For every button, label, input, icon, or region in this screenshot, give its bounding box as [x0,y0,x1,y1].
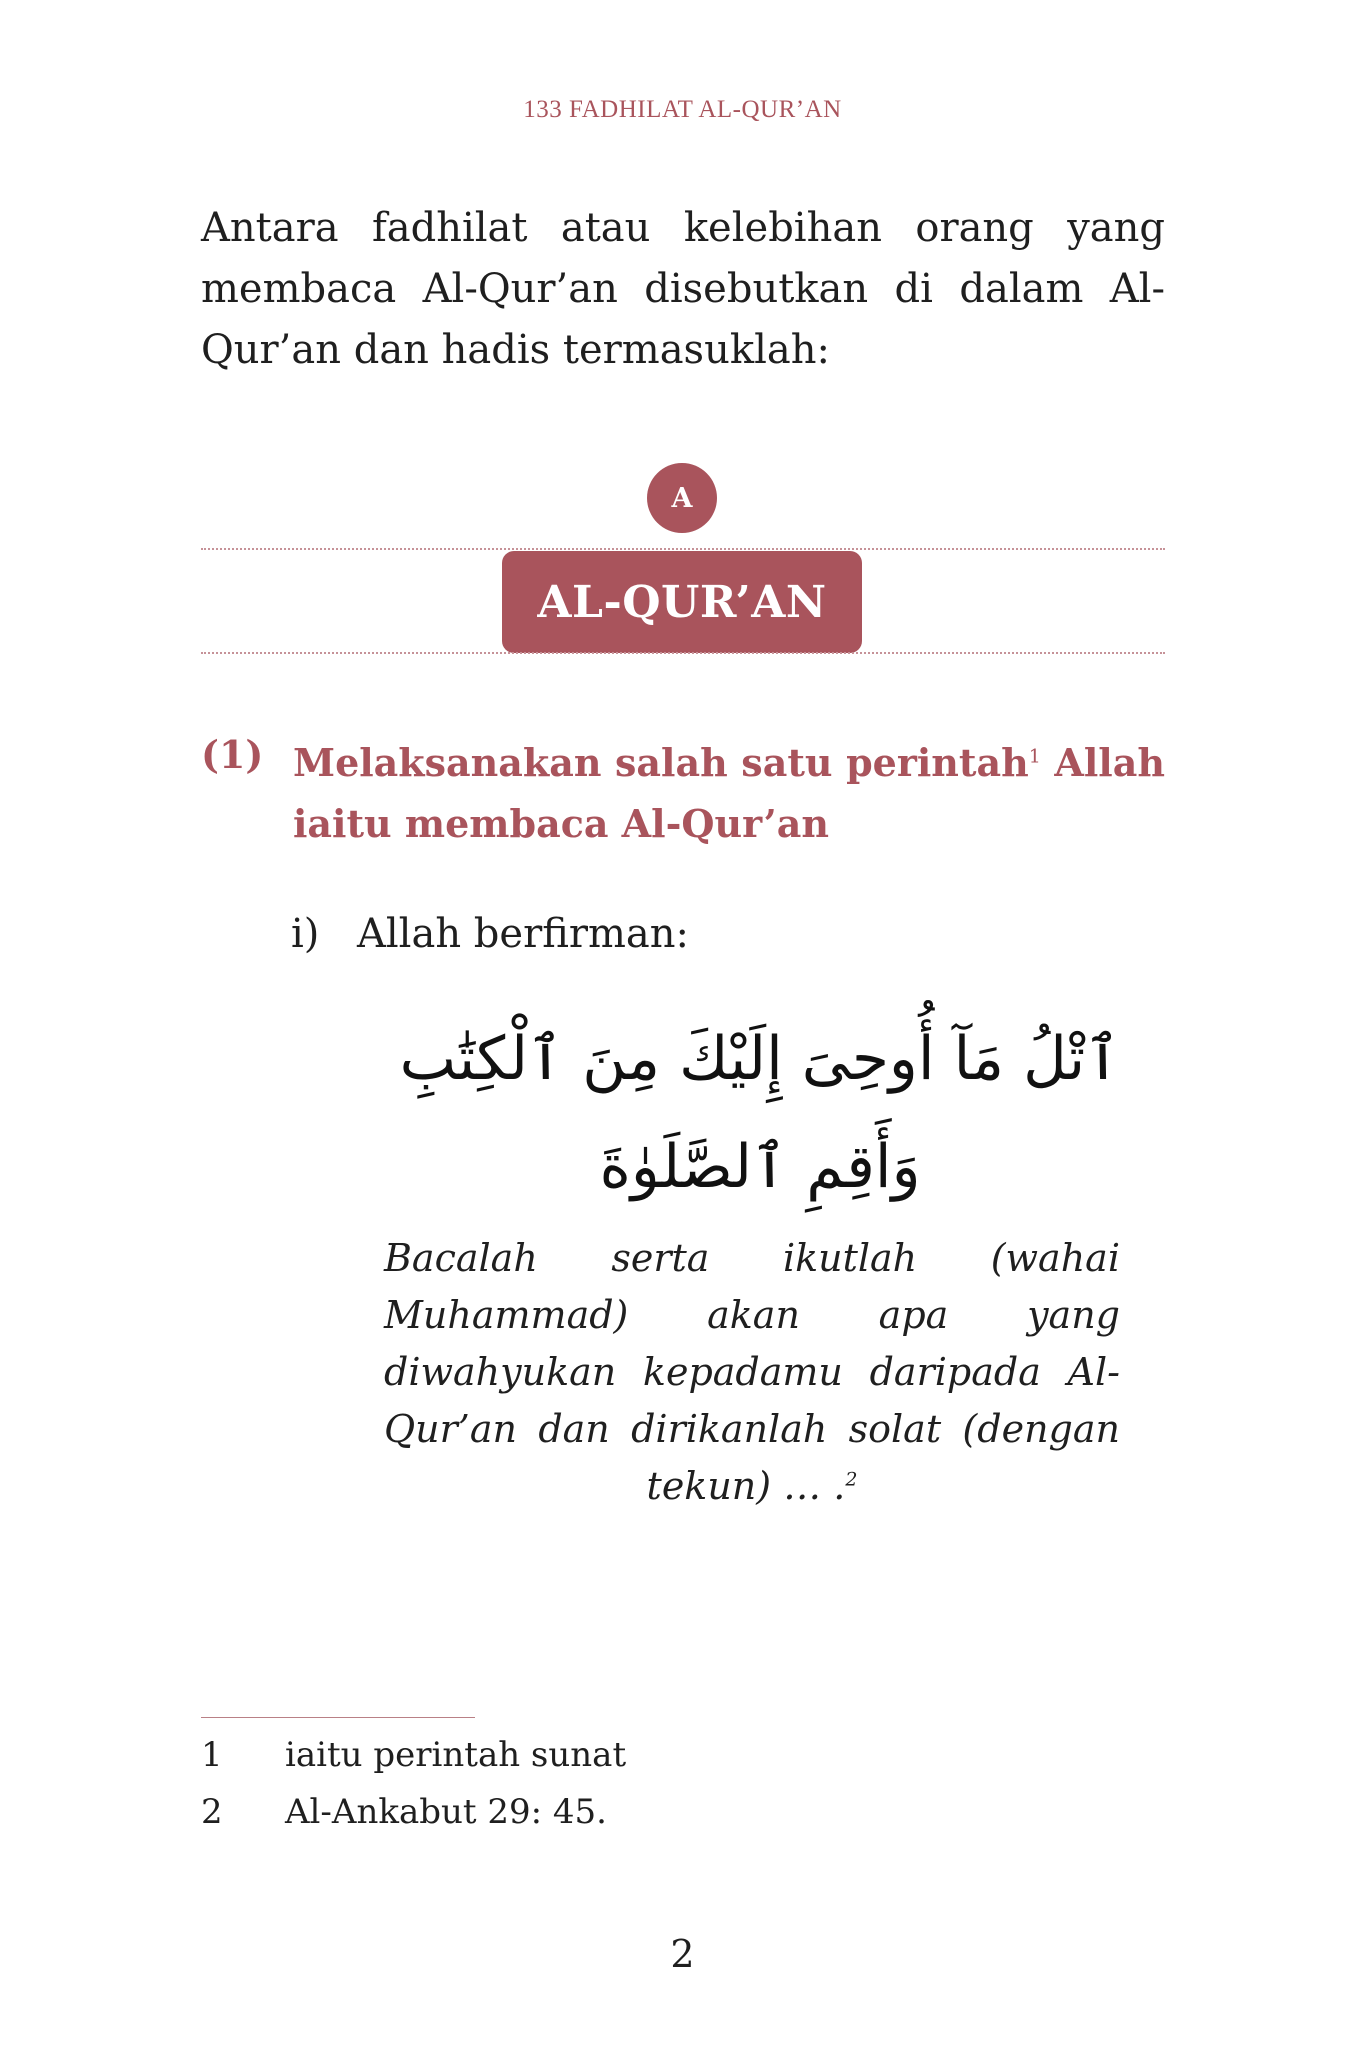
arabic-verse: ٱتْلُ مَآ أُوحِىَ إِلَيْكَ مِنَ ٱلْكِتَٰبِ وَأَقِمِ ٱلصَّلَوٰةَ [399,1024,1121,1202]
section-rule-top [201,548,1165,550]
running-head: 133 FADHILAT AL-QUR’AN [523,96,842,123]
subpoint-label: i) [291,911,320,957]
footnote-ref-2[interactable]: 2 [845,1468,858,1491]
footnote-separator [201,1717,475,1718]
footnote-number: 2 [201,1792,223,1832]
subpoint-text: Allah berfirman: [357,911,690,957]
section-badge: A [647,463,717,533]
translation-text: Bacalah serta ikutlah (wahai Muhammad) akan apa yang diwahyukan kepadamu daripada Al-Qur’an dan dirikanlah solat (dengan tekun) … . [384,1236,1120,1508]
footnote-ref-1[interactable]: 1 [1028,745,1041,768]
point-number: (1) [201,732,264,777]
footnote-text: iaitu perintah sunat [285,1735,627,1775]
verse-translation [384,1230,1120,1515]
point-heading-text-continued: Allah iaitu membaca Al-Qur’an [293,740,1165,846]
footnote-number: 1 [201,1735,223,1775]
section-title: AL-QUR’AN [502,551,862,653]
section-rule-bottom [201,652,1165,654]
footnote-text: Al-Ankabut 29: 45. [285,1792,607,1832]
point-heading [293,732,1165,854]
intro-paragraph: Antara fadhilat atau kelebihan orang yang membaca Al-Qur’an disebutkan di dalam Al-Qur’an dan hadis termasuklah: [201,205,1165,373]
footnote-2 [201,1792,607,1832]
point-heading-text: Melaksanakan salah satu perintah [293,740,1029,785]
footnote-1 [201,1735,626,1775]
page-number: 2 [670,1932,695,1976]
